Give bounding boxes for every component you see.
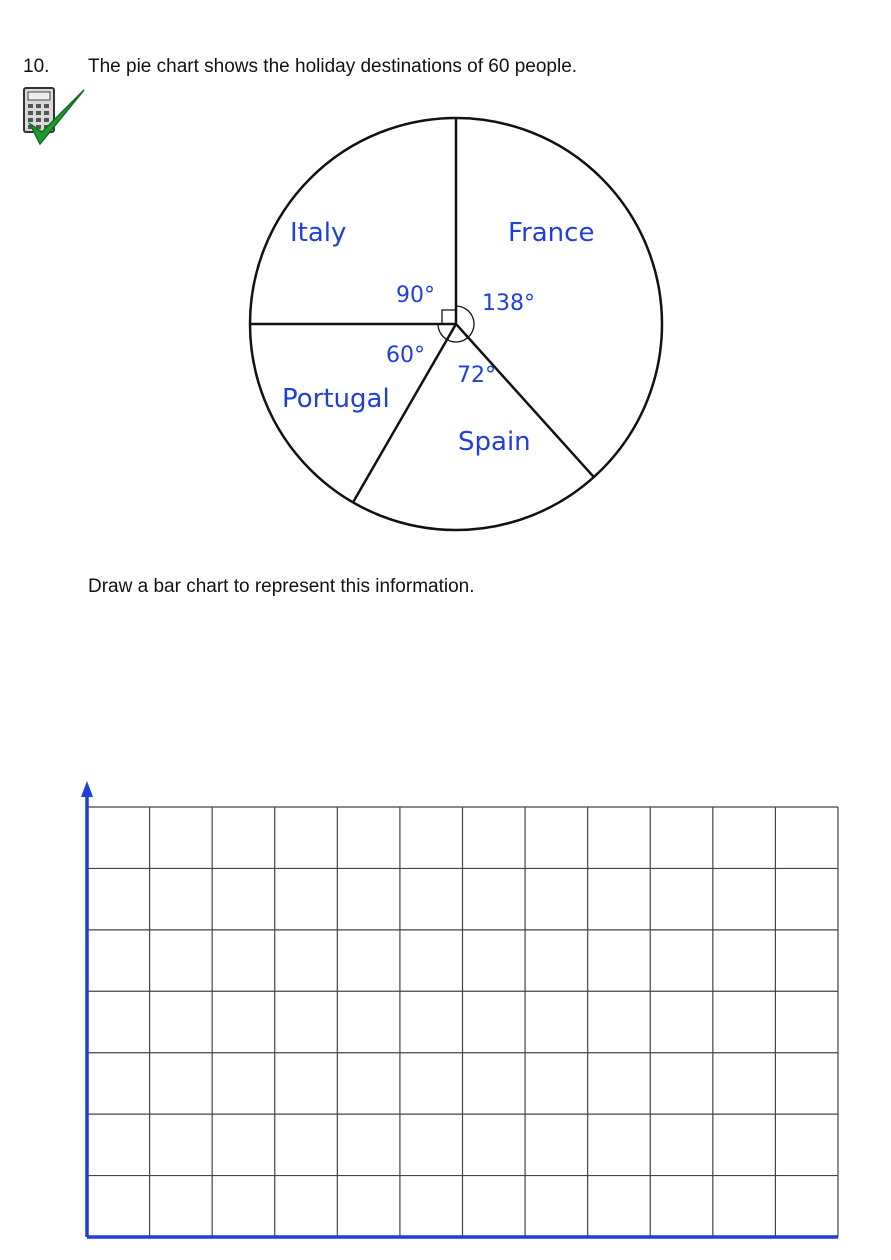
pie-angle-label-italy: 90° bbox=[396, 283, 435, 308]
answer-grid[interactable] bbox=[70, 775, 850, 1250]
pie-chart bbox=[240, 105, 680, 535]
pie-slice-label-spain: Spain bbox=[458, 427, 531, 457]
pie-angle-label-spain: 72° bbox=[457, 363, 496, 388]
calculator-allowed-icon bbox=[22, 86, 88, 150]
pie-slice-label-italy: Italy bbox=[290, 218, 347, 248]
question-text: The pie chart shows the holiday destinations of 60 people. bbox=[88, 56, 578, 77]
y-axis-arrow-icon bbox=[81, 781, 93, 797]
pie-slice-label-portugal: Portugal bbox=[282, 384, 390, 414]
pie-slice-label-france: France bbox=[508, 218, 595, 248]
instruction-text: Draw a bar chart to represent this information. bbox=[88, 576, 475, 597]
pie-angle-label-france: 138° bbox=[482, 291, 535, 316]
pie-angle-label-portugal: 60° bbox=[386, 343, 425, 368]
question-number: 10. bbox=[23, 56, 50, 77]
